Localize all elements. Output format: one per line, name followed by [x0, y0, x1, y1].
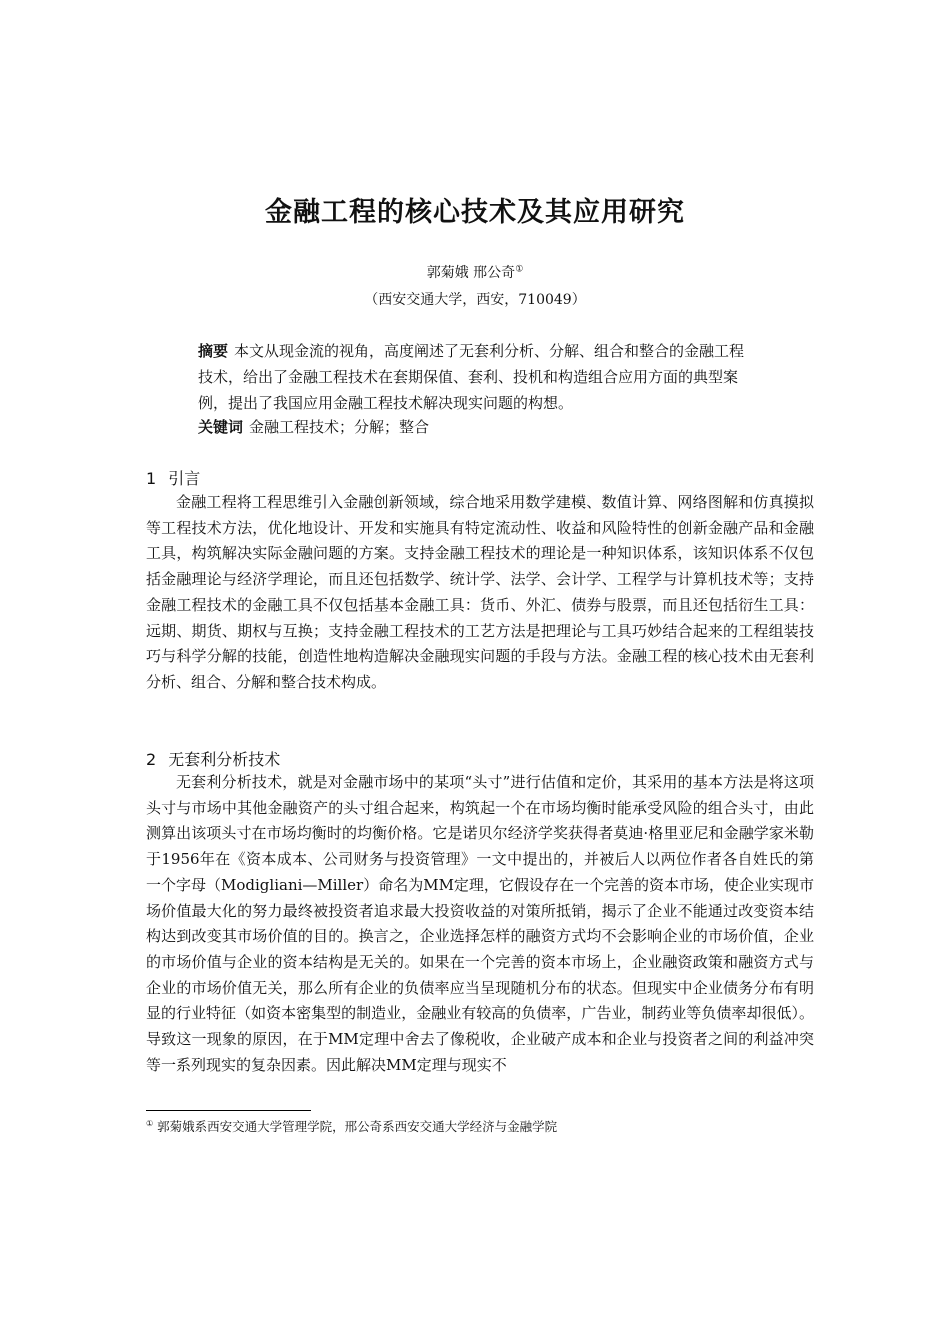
- abstract-block: [198, 338, 758, 416]
- keywords-text: 金融工程技术；分解；整合: [249, 418, 430, 436]
- author-names: 郭菊娥 邢公奇: [426, 265, 516, 281]
- author-line: [0, 262, 950, 282]
- footnote-mark: ①: [146, 1118, 154, 1128]
- section-1-paragraph: 金融工程将工程思维引入金融创新领域，综合地采用数学建模、数值计算、网络图解和仿真摸拟等工程技术方法，优化地设计、开发和实施具有特定流动性、收益和风险特性的创新金融产品和金融工具，构筑解决实际金融问题的方案。支持金融工程技术的理论是一种知识体系，该知识体系不仅包括金融理论与经济学理论，而且还包括数学、统计学、法学、会计学、工程学与计算机技术等；支持金融工程技术的金融工具不仅包括基本金融工具：货币、外汇、债券与股票，而且还包括衍生工具：远期、期货、期权与互换；支持金融工程技术的工艺方法是把理论与工具巧妙结合起来的工程组装技巧与科学分解的技能，创造性地构造解决金融现实问题的手段与方法。金融工程的核心技术由无套利分析、组合、分解和整合技术构成。: [146, 493, 814, 691]
- footnote-text: 郭菊娥系西安交通大学管理学院，邢公奇系西安交通大学经济与金融学院: [157, 1119, 558, 1134]
- section-2-number: 2: [146, 750, 157, 769]
- section-2-heading: [146, 747, 280, 770]
- keywords-label: 关键词: [198, 418, 244, 436]
- affiliation: （西安交通大学，西安，710049）: [364, 292, 586, 308]
- section-2-paragraph: 无套利分析技术，就是对金融市场中的某项“头寸”进行估值和定价，其采用的基本方法是将这项头寸与市场中其他金融资产的头寸组合起来，构筑起一个在市场均衡时能承受风险的组合头寸，由此测算出该项头寸在市场均衡时的均衡价格。它是诺贝尔经济学奖获得者莫迪·格里亚尼和金融学家米勒于1956年在《资本成本、公司财务与投资管理》一文中提出的，并被后人以两位作者各自姓氏的第一个字母（Modigliani—Miller）命名为MM定理，它假设存在一个完善的资本市场，使企业实现市场价值最大化的努力最终被投资者追求最大投资收益的对策所抵销，揭示了企业不能通过改变资本结构达到改变其市场价值的目的。换言之，企业选择怎样的融资方式均不会影响企业的市场价值，企业的市场价值与企业的资本结构是无关的。如果在一个完善的资本市场上，企业融资政策和融资方式与企业的市场价值无关，那么所有企业的负债率应当呈现随机分布的状态。但现实中企业债务分布有明显的行业特征（如资本密集型的制造业，金融业有较高的负债率，广告业，制药业等负债率却很低）。导致这一现象的原因，在于MM定理中舍去了像税收，企业破产成本和企业与投资者之间的利益冲突等一系列现实的复杂因素。因此解决MM定理与现实不: [146, 773, 814, 1074]
- footnote: [146, 1117, 557, 1135]
- author-footnote-mark: ①: [515, 264, 524, 275]
- footnote-separator: [146, 1110, 311, 1111]
- paper-title: 金融工程的核心技术及其应用研究: [265, 197, 685, 228]
- section-1-title: 引言: [168, 469, 201, 488]
- keywords-block: [198, 414, 758, 440]
- section-2-title: 无套利分析技术: [168, 750, 281, 769]
- abstract-text: 本文从现金流的视角，高度阐述了无套利分析、分解、组合和整合的金融工程技术，给出了金融工程技术在套期保值、套利、投机和构造组合应用方面的典型案例，提出了我国应用金融工程技术解决现实问题的构想。: [198, 342, 745, 412]
- abstract-label: 摘要: [198, 342, 229, 360]
- section-1-number: 1: [146, 469, 157, 488]
- section-1-heading: [146, 466, 200, 489]
